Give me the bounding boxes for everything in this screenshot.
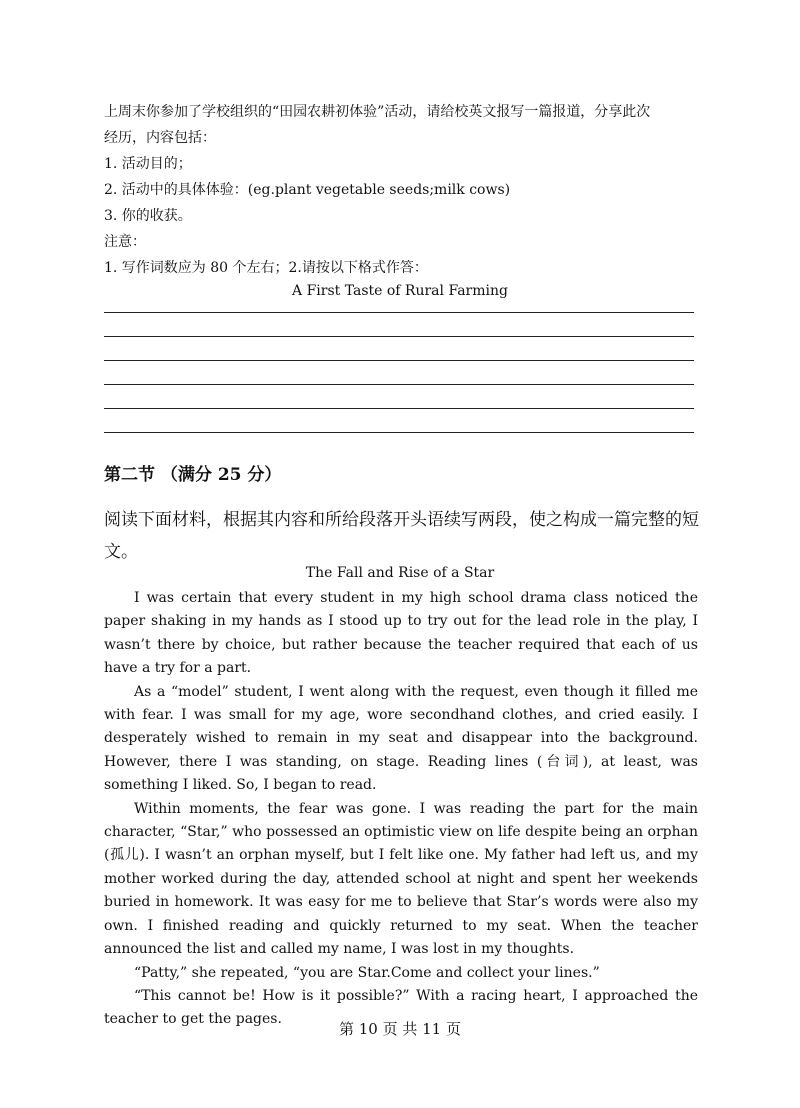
task-prompt-line1: 上周末你参加了学校组织的“田园农耕初体验”活动，请给校英文报写一篇报道，分享此次 [104,104,651,120]
answer-line [104,360,694,361]
story-body [104,587,698,1032]
answer-lines [104,312,694,456]
answer-line [104,408,694,409]
answer-line [104,384,694,385]
story-paragraph: Within moments, the fear was gone. I was reading the part for the main character, “Star,” who possessed an optimistic view on life despite being an orphan (孤儿). I wasn’t an orphan myself, but I felt like one. My father had left us, and my mother worked during the day, attended school at night and spent her weekends buried in homework. It was easy for me to believe that Star’s words were also my own. I finished reading and quickly returned to my seat. When the teacher announced the list and called my name, I was lost in my thoughts. [104,800,698,958]
essay-title: A First Taste of Rural Farming [292,283,508,299]
story-paragraph: I was certain that every student in my high school drama class noticed the paper shaking in my hands as I stood up to try out for the lead role in the play, I wasn’t there by choice, but rather because the teacher required that each of us have a try for a part. [104,590,698,677]
note-label: 注意： [104,234,146,250]
story-paragraph: “Patty,” she repeated, “you are Star.Come and collect your lines.” [134,964,600,981]
section-title: 第二节 （满分 25 分） [104,465,282,485]
task-item-1: 1. 活动目的； [104,156,192,172]
answer-line [104,336,694,337]
story-title: The Fall and Rise of a Star [305,565,495,581]
task-prompt-line2: 经历，内容包括： [104,130,216,146]
note-text: 1. 写作词数应为 80 个左右；2.请按以下格式作答： [104,260,428,276]
task-item-3: 3. 你的收获。 [104,208,192,224]
answer-line [104,312,694,313]
task-item-2: 2. 活动中的具体体验：(eg.plant vegetable seeds;milk cows) [104,182,511,198]
story-paragraph: As a “model” student, I went along with the request, even though it filled me with fear. I was small for my age, wore secondhand clothes, and cried easily. I desperately wished to remain in my seat and disappear into the background. However, there I was standing, on stage. Reading lines (台词), at least, was something I liked. So, I began to read. [104,683,698,794]
answer-line [104,432,694,433]
section-instruction: 阅读下面材料，根据其内容和所给段落开头语续写两段，使之构成一篇完整的短文。 [104,510,699,562]
page-number: 第 10 页 共 11 页 [338,1020,461,1038]
story-paragraph: “This cannot be! How is it possible?” With a racing heart, I approached the teacher to get the pages. [104,987,698,1028]
